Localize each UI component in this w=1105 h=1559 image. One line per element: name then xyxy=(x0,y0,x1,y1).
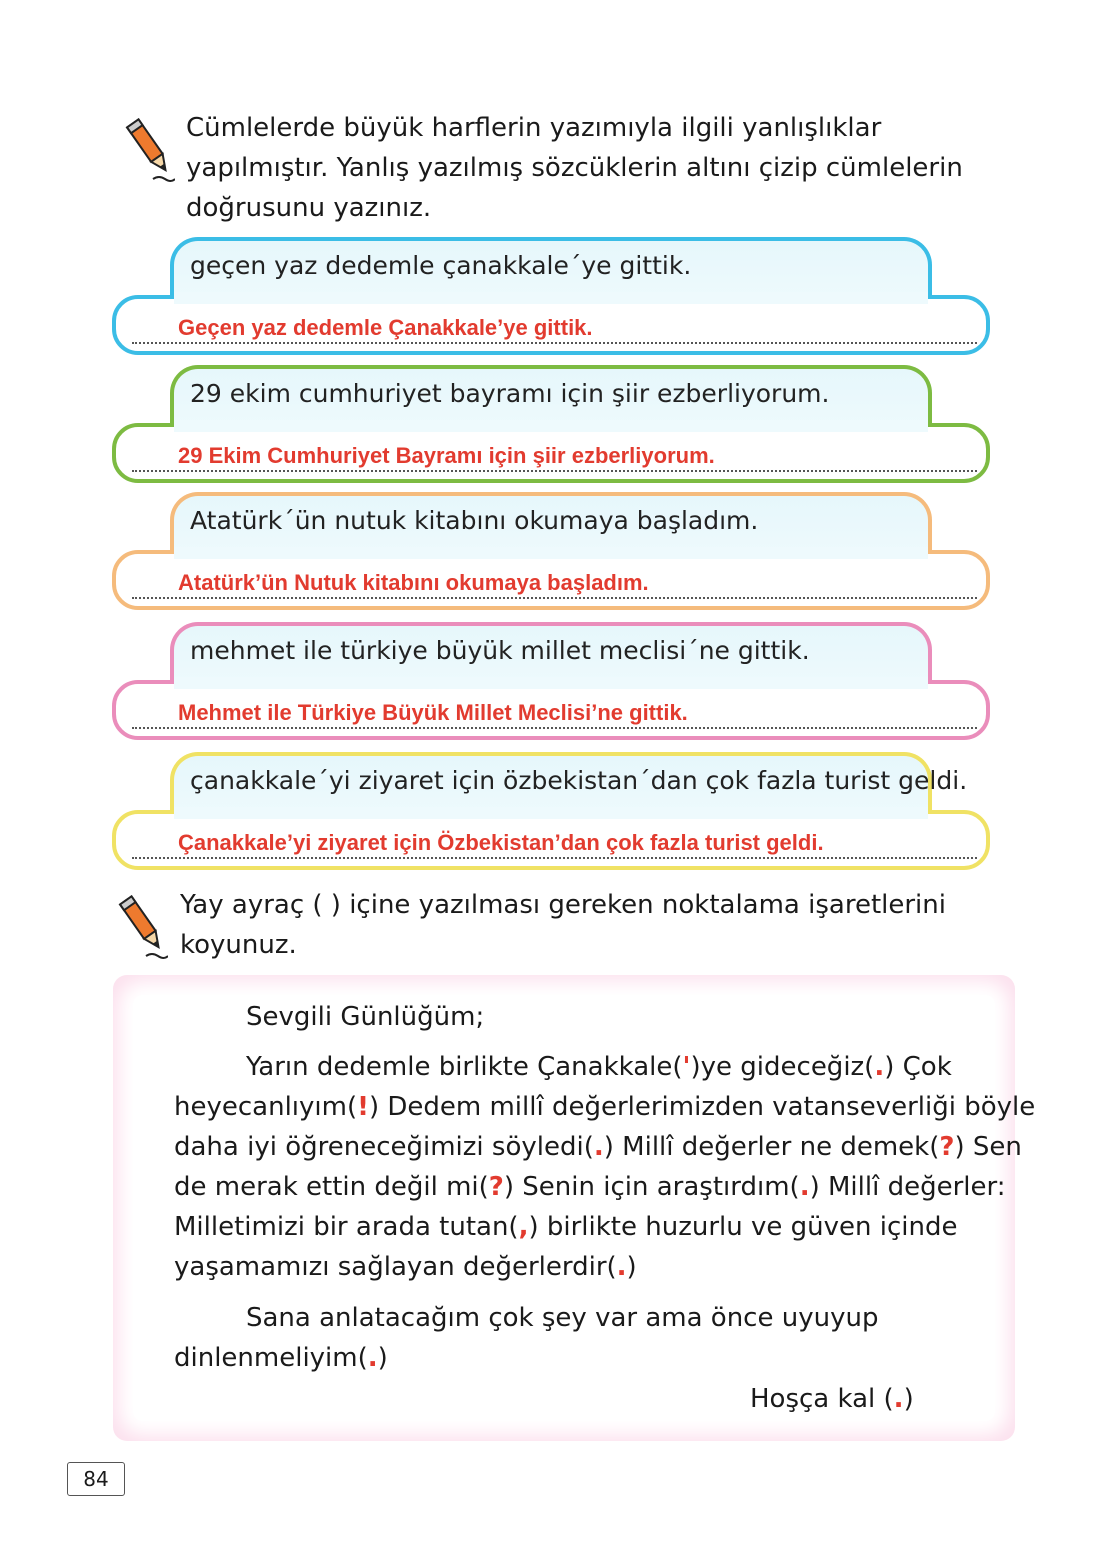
diary-text: ) birlikte huzurlu ve güven içinde xyxy=(528,1212,958,1242)
diary-line xyxy=(174,1172,1005,1202)
diary-text: ) xyxy=(377,1343,388,1373)
punctuation-answer: . xyxy=(616,1252,627,1282)
diary-text: ) Sen xyxy=(954,1132,1022,1162)
diary-text: dinlenmeliyim( xyxy=(174,1343,368,1373)
instruction-line: doğrusunu yazınız. xyxy=(186,193,432,223)
instruction-line: Cümlelerde büyük harflerin yazımıyla ilgili yanlışlıklar xyxy=(186,113,882,143)
punctuation-answer: ? xyxy=(488,1172,504,1202)
punctuation-answer: ! xyxy=(357,1092,369,1122)
writing-line xyxy=(132,470,977,472)
diary-text: yaşamamızı sağlayan değerlerdir( xyxy=(174,1252,617,1282)
writing-line xyxy=(132,342,977,344)
diary-line xyxy=(750,1384,914,1414)
instruction-line: Yay ayraç ( ) içine yazılması gereken noktalama işaretlerini xyxy=(180,890,946,920)
instruction-2 xyxy=(180,885,946,965)
tab-fill xyxy=(174,547,928,559)
incorrect-sentence: geçen yaz dedemle çanakkale´ye gittik. xyxy=(190,251,692,280)
diary-text: heyecanlıyım( xyxy=(174,1092,358,1122)
corrected-answer: Çanakkale’yi ziyaret için Özbekistan’dan çok fazla turist geldi. xyxy=(178,830,824,855)
diary-text: ) Millî değerler: xyxy=(809,1172,1006,1202)
instruction-line: yapılmıştır. Yanlış yazılmış sözcüklerin altını çizip cümlelerin xyxy=(186,153,963,183)
punctuation-answer: . xyxy=(874,1052,885,1082)
tab-fill xyxy=(174,677,928,689)
punctuation-answer: . xyxy=(593,1132,604,1162)
tab-fill xyxy=(174,807,928,819)
tab-fill xyxy=(174,292,928,304)
diary-text: ) xyxy=(903,1384,914,1414)
diary-text: )ye gideceğiz( xyxy=(690,1052,875,1082)
corrected-answer: Geçen yaz dedemle Çanakkale’ye gittik. xyxy=(178,315,593,340)
diary-line xyxy=(246,1002,484,1032)
diary-line xyxy=(174,1092,1035,1122)
diary-line xyxy=(174,1252,637,1282)
writing-line xyxy=(132,597,977,599)
diary-text: Sevgili Günlüğüm; xyxy=(246,1002,485,1032)
corrected-answer: 29 Ekim Cumhuriyet Bayramı için şiir ezberliyorum. xyxy=(178,443,715,468)
diary-text: de merak ettin değil mi( xyxy=(174,1172,489,1202)
punctuation-answer: . xyxy=(367,1343,378,1373)
pencil-icon xyxy=(118,890,168,960)
punctuation-answer: , xyxy=(518,1212,529,1242)
corrected-answer: Mehmet ile Türkiye Büyük Millet Meclisi’ne gittik. xyxy=(178,700,688,725)
instruction-1 xyxy=(186,108,963,228)
diary-line xyxy=(174,1343,388,1373)
incorrect-sentence: çanakkale´yi ziyaret için özbekistan´dan çok fazla turist geldi. xyxy=(190,766,968,795)
diary-line xyxy=(246,1052,952,1082)
diary-text: daha iyi öğreneceğimizi söyledi( xyxy=(174,1132,594,1162)
diary-text: Hoşça kal ( xyxy=(750,1384,894,1414)
diary-line xyxy=(174,1212,957,1242)
punctuation-answer: ' xyxy=(682,1052,691,1082)
diary-text: Sana anlatacağım çok şey var ama önce uyuyup xyxy=(246,1303,879,1333)
diary-text: ) Millî değerler ne demek( xyxy=(603,1132,940,1162)
diary-text: Milletimizi bir arada tutan( xyxy=(174,1212,519,1242)
tab-fill xyxy=(174,420,928,432)
writing-line xyxy=(132,857,977,859)
writing-line xyxy=(132,727,977,729)
incorrect-sentence: Atatürk´ün nutuk kitabını okumaya başladım. xyxy=(190,506,759,535)
page-number: 84 xyxy=(67,1462,125,1496)
diary-text: Yarın dedemle birlikte Çanakkale( xyxy=(246,1052,683,1082)
diary-line xyxy=(246,1303,878,1333)
corrected-answer: Atatürk’ün Nutuk kitabını okumaya başladım. xyxy=(178,570,649,595)
incorrect-sentence: mehmet ile türkiye büyük millet meclisi´ne gittik. xyxy=(190,636,810,665)
punctuation-answer: ? xyxy=(939,1132,955,1162)
diary-text: ) Dedem millî değerlerimizden vatanseverliği böyle xyxy=(368,1092,1036,1122)
punctuation-answer: . xyxy=(893,1384,904,1414)
punctuation-answer: . xyxy=(799,1172,810,1202)
incorrect-sentence: 29 ekim cumhuriyet bayramı için şiir ezberliyorum. xyxy=(190,379,830,408)
instruction-line: koyunuz. xyxy=(180,930,297,960)
diary-text: ) Çok xyxy=(884,1052,952,1082)
diary-text: ) Senin için araştırdım( xyxy=(503,1172,800,1202)
diary-text: ) xyxy=(626,1252,637,1282)
pencil-icon xyxy=(125,113,175,183)
diary-line xyxy=(174,1132,1022,1162)
